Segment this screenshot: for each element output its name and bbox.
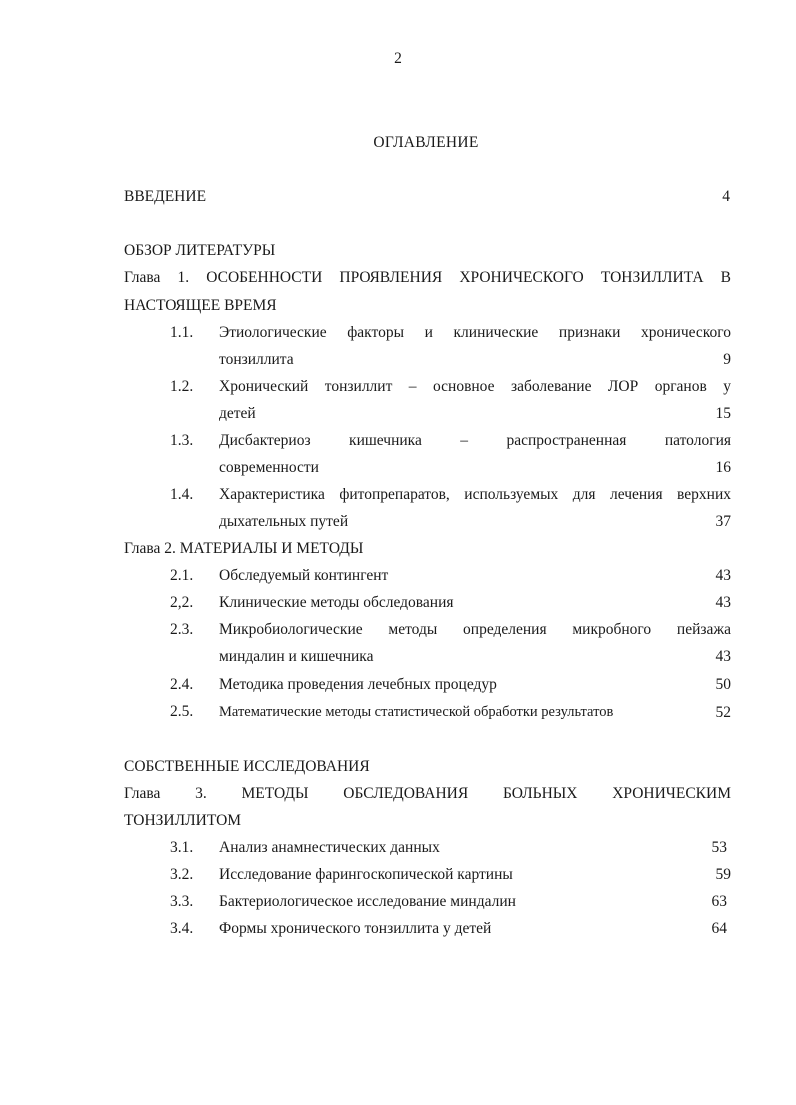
toc-item-page: 43 — [715, 594, 731, 611]
toc-item-number: 2.3. — [170, 621, 194, 638]
toc-item — [219, 866, 731, 884]
toc-item-page: 15 — [715, 405, 731, 422]
toc-item-number: 2.1. — [170, 567, 194, 584]
toc-item-text: Математические методы статистической обработки результатов — [219, 704, 614, 720]
toc-item-continuation — [219, 513, 731, 531]
toc-item — [219, 676, 731, 694]
toc-item-continuation — [219, 351, 731, 369]
toc-item-text: Бактериологическое исследование миндалин — [219, 893, 516, 910]
toc-item-page: 9 — [723, 351, 731, 368]
toc-item-page: 50 — [715, 676, 731, 693]
page-number: 2 — [394, 50, 402, 67]
toc-item-text: Исследование фарингоскопической картины — [219, 866, 513, 883]
toc-entry-label: ВВЕДЕНИЕ — [124, 188, 207, 205]
toc-item-number: 2.5. — [170, 703, 194, 720]
toc-item-number: 2.4. — [170, 676, 194, 693]
toc-item — [219, 594, 731, 612]
toc-item — [219, 920, 727, 938]
toc-item-page: 53 — [711, 839, 727, 856]
toc-item-continuation — [219, 405, 731, 423]
toc-item-page: 43 — [715, 567, 731, 584]
toc-item-text: Формы хронического тонзиллита у детей — [219, 920, 492, 937]
chapter-1-title-line1: Глава 1. ОСОБЕННОСТИ ПРОЯВЛЕНИЯ ХРОНИЧЕСКОГО ТОНЗИЛЛИТА В — [124, 269, 731, 286]
toc-item-text: Методика проведения лечебных процедур — [219, 676, 497, 693]
toc-item-text: Этиологические факторы и клинические признаки хронического — [219, 324, 731, 341]
toc-item-page: 52 — [715, 704, 731, 721]
toc-entry-page: 4 — [722, 188, 730, 205]
toc-item — [219, 839, 727, 857]
toc-item-text: Микробиологические методы определения микробного пейзажа — [219, 621, 731, 638]
toc-item-number: 2,2. — [170, 594, 194, 611]
toc-item-page: 63 — [711, 893, 727, 910]
chapter-1-title-line2: НАСТОЯЩЕЕ ВРЕМЯ — [124, 297, 277, 314]
toc-item-text-line2: дыхательных путей — [219, 513, 349, 530]
toc-item-text: Анализ анамнестических данных — [219, 839, 440, 856]
chapter-3-title-line2: ТОНЗИЛЛИТОМ — [124, 812, 242, 829]
toc-item-number: 1.3. — [170, 432, 194, 449]
toc-item-continuation — [219, 459, 731, 477]
toc-item-page: 37 — [715, 513, 731, 530]
toc-item-page: 64 — [711, 920, 727, 937]
toc-item — [219, 704, 731, 722]
toc-item-number: 1.2. — [170, 378, 194, 395]
toc-item-number: 1.4. — [170, 486, 194, 503]
toc-item-number: 3.2. — [170, 866, 194, 883]
toc-item-text-line2: тонзиллита — [219, 351, 294, 368]
toc-item-text-line2: современности — [219, 459, 319, 476]
toc-item-number: 3.3. — [170, 893, 194, 910]
chapter-2-title: Глава 2. МАТЕРИАЛЫ И МЕТОДЫ — [124, 540, 364, 557]
toc-item-text: Дисбактериоз кишечника – распространенная патология — [219, 432, 731, 449]
toc-item-number: 3.1. — [170, 839, 194, 856]
toc-entry-intro — [124, 188, 730, 206]
section-heading-own-research: СОБСТВЕННЫЕ ИССЛЕДОВАНИЯ — [124, 758, 370, 775]
toc-item — [219, 893, 727, 911]
toc-item-number: 1.1. — [170, 324, 194, 341]
toc-item-text: Характеристика фитопрепаратов, используемых для лечения верхних — [219, 486, 731, 503]
toc-item-page: 43 — [715, 648, 731, 665]
section-heading-literature: ОБЗОР ЛИТЕРАТУРЫ — [124, 242, 276, 259]
chapter-3-title-line1: Глава 3. МЕТОДЫ ОБСЛЕДОВАНИЯ БОЛЬНЫХ ХРОНИЧЕСКИМ — [124, 785, 731, 802]
toc-item-text: Хронический тонзиллит – основное заболевание ЛОР органов у — [219, 378, 731, 395]
toc-item-number: 3.4. — [170, 920, 194, 937]
toc-item-page: 59 — [715, 866, 731, 883]
toc-item-text: Обследуемый контингент — [219, 567, 389, 584]
toc-item-text-line2: детей — [219, 405, 256, 422]
toc-item-page: 16 — [715, 459, 731, 476]
toc-item — [219, 567, 731, 585]
toc-item-continuation — [219, 648, 731, 666]
toc-title: ОГЛАВЛЕНИЕ — [373, 134, 479, 151]
toc-item-text: Клинические методы обследования — [219, 594, 454, 611]
toc-item-text-line2: миндалин и кишечника — [219, 648, 374, 665]
